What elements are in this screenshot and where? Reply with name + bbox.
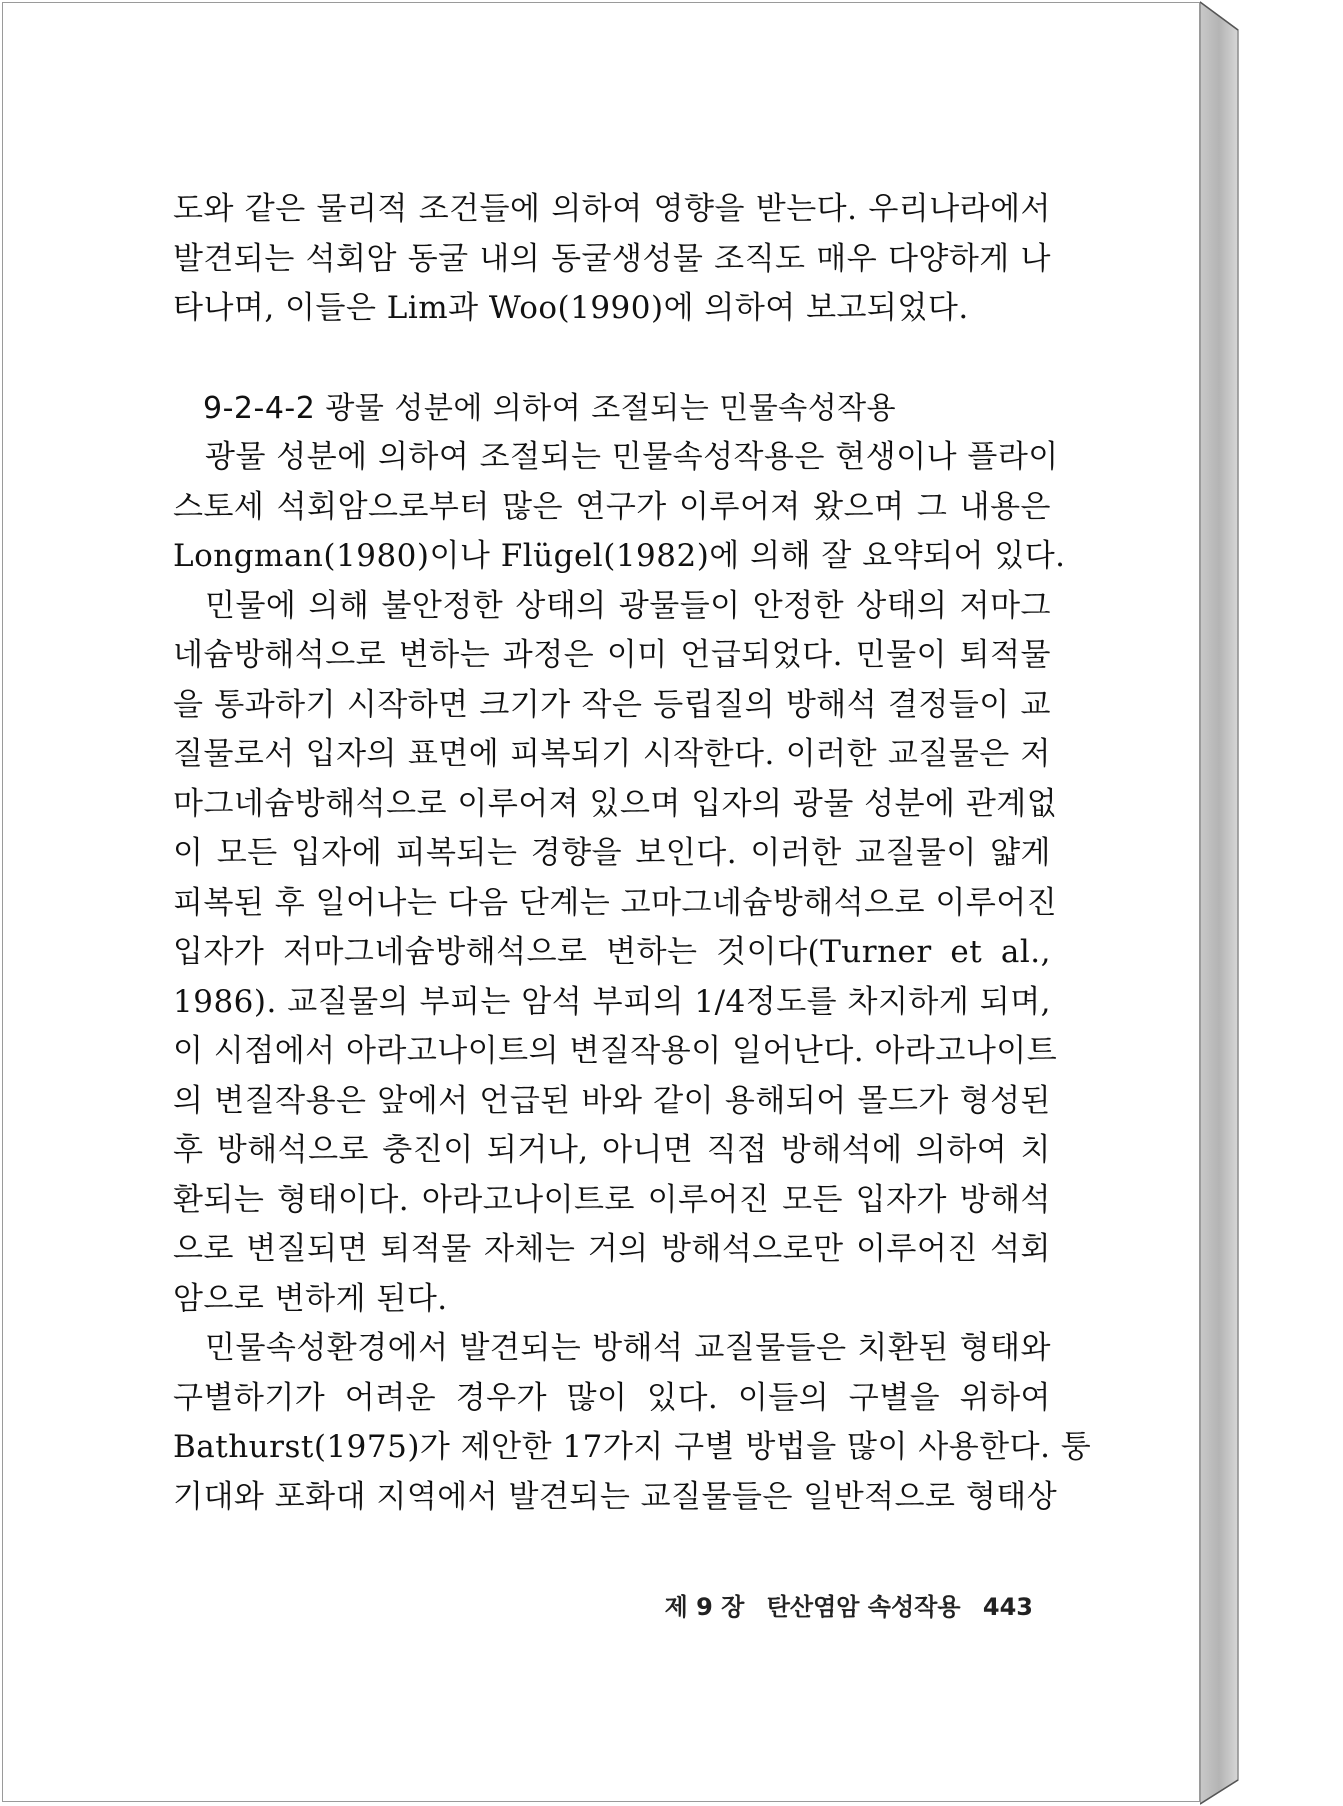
text-line: 질물로서 입자의 표면에 피복되기 시작한다. 이러한 교질물은 저 (173, 736, 1051, 772)
text-line: Longman(1980)이나 Flügel(1982)에 의해 잘 요약되어 있다. (173, 538, 1066, 574)
footer-chapter: 제 9 장 (664, 1593, 745, 1621)
body-text (173, 185, 1092, 1522)
text-line: 네슘방해석으로 변하는 과정은 이미 언급되었다. 민물이 퇴적물 (173, 637, 1051, 673)
text-line: 1986). 교질물의 부피는 암석 부피의 1/4정도를 차지하게 되며, (173, 983, 1051, 1020)
text-line: 의 변질작용은 앞에서 언급된 바와 같이 용해되어 몰드가 형성된 (173, 1082, 1051, 1119)
text-line: 을 통과하기 시작하면 크기가 작은 등립질의 방해석 결정들이 교 (173, 686, 1051, 723)
paragraph-1 (173, 433, 1066, 582)
book-edge (1200, 0, 1240, 1806)
section-heading: 9-2-4-2 광물 성분에 의하여 조절되는 민물속성작용 (203, 390, 897, 426)
text-line: 구별하기가 어려운 경우가 많이 있다. 이들의 구별을 위하여 (173, 1379, 1051, 1416)
page-footer (603, 1587, 1033, 1622)
paragraph-top (173, 185, 1051, 334)
text-line: 도와 같은 물리적 조건들에 의하여 영향을 받는다. 우리나라에서 (173, 191, 1051, 227)
text-line: 민물속성환경에서 발견되는 방해석 교질물들은 치환된 형태와 (205, 1330, 1051, 1366)
text-line: 기대와 포화대 지역에서 발견되는 교질물들은 일반적으로 형태상 (173, 1478, 1058, 1515)
text-line: 환되는 형태이다. 아라고나이트로 이루어진 모든 입자가 방해석 (173, 1181, 1051, 1218)
text-line: 후 방해석으로 충진이 되거나, 아니면 직접 방해석에 의하여 치 (173, 1132, 1051, 1168)
page-number: 443 (982, 1593, 1033, 1621)
text-line: 타나며, 이들은 Lim과 Woo(1990)에 의하여 보고되었다. (173, 290, 969, 326)
text-line: 으로 변질되면 퇴적물 자체는 거의 방해석으로만 이루어진 석회 (173, 1231, 1051, 1267)
text-line: 스토세 석회암으로부터 많은 연구가 이루어져 왔으며 그 내용은 (173, 488, 1051, 525)
text-line: 발견되는 석회암 동굴 내의 동굴생성물 조직도 매우 다양하게 나 (173, 240, 1051, 277)
text-line: Bathurst(1975)가 제안한 17가지 구별 방법을 많이 사용한다. 퉁 (173, 1429, 1092, 1465)
text-line: 민물에 의해 불안정한 상태의 광물들이 안정한 상태의 저마그 (205, 587, 1051, 624)
text-line: 이 모든 입자에 피복되는 경향을 보인다. 이러한 교질물이 얇게 (173, 835, 1051, 871)
paragraph-3 (173, 1324, 1092, 1522)
text-line: 마그네슘방해석으로 이루어져 있으며 입자의 광물 성분에 관계없 (173, 785, 1058, 822)
paragraph-2 (173, 582, 1058, 1325)
section-gap (173, 334, 1051, 384)
text-line: 이 시점에서 아라고나이트의 변질작용이 일어난다. 아라고나이트 (173, 1033, 1058, 1069)
text-line: 암으로 변하게 된다. (173, 1280, 448, 1317)
footer-chapter-title: 탄산염암 속성작용 (766, 1593, 961, 1621)
text-line: 광물 성분에 의하여 조절되는 민물속성작용은 현생이나 플라이 (205, 439, 1059, 475)
text-line: 피복된 후 일어나는 다음 단계는 고마그네슘방해석으로 이루어진 (173, 884, 1058, 921)
book-page (2, 2, 1200, 1802)
text-line: 입자가 저마그네슘방해석으로 변하는 것이다(Turner et al., (173, 934, 1051, 970)
